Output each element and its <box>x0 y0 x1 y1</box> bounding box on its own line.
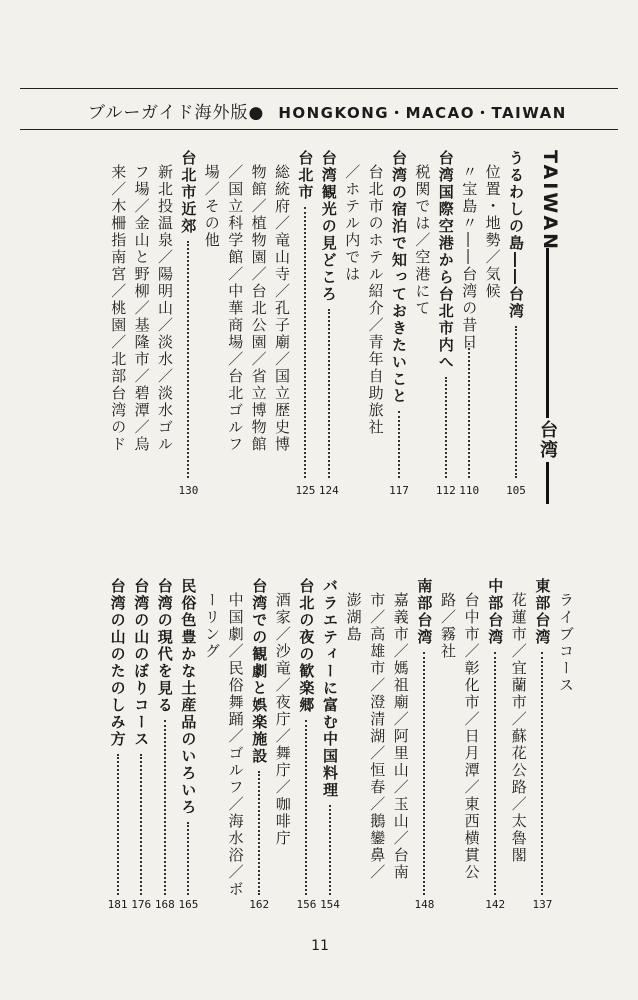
bullet-mark: ● <box>248 103 265 123</box>
toc-entry-heading: 台北市 <box>296 150 315 201</box>
toc-entry-heading: 台湾の現代を見る <box>155 578 174 714</box>
toc-entry-heading: 台北市近郊 <box>179 150 198 235</box>
leader-dots <box>468 343 470 478</box>
header-rule-top <box>20 88 618 89</box>
section-title-bar-lower <box>546 462 549 504</box>
toc-entry-heading: 台湾の山のぼりコース <box>132 578 151 748</box>
page-ref: 168 <box>154 898 175 911</box>
toc-entry-heading: 台湾観光の見どころ <box>319 150 338 303</box>
page-ref: 165 <box>178 898 199 911</box>
page-ref: 156 <box>296 898 317 911</box>
toc-entry-detail: ーリング <box>203 592 221 660</box>
toc-entry-detail: 新北投温泉／陽明山／淡水／淡水ゴル <box>156 164 174 453</box>
page-ref: 176 <box>131 898 152 911</box>
toc-entry-detail: 中国劇／民俗舞踊／ゴルフ／海水浴／ボ <box>226 592 245 898</box>
toc-entry-detail: ／ホテル内では <box>343 164 362 283</box>
leader-dots <box>445 377 447 478</box>
page-ref: 124 <box>318 484 339 497</box>
toc-entry-detail: 花蓮市／宜蘭市／蘇花公路／太魯閣 <box>509 592 528 864</box>
toc-entry-heading: 台湾の山のたのしみ方 <box>108 578 127 748</box>
page-ref: 142 <box>485 898 506 911</box>
toc-entry-detail: フ場／金山と野柳／基隆市／碧潭／烏 <box>132 164 151 453</box>
page-ref: 125 <box>295 484 316 497</box>
leader-dots <box>187 241 189 478</box>
toc-entry-detail: 路／霧社 <box>439 592 457 660</box>
toc-entry-heading: 民俗色豊かな土産品のいろいろ <box>179 578 198 816</box>
toc-entry-detail: 税関では／空港にて <box>413 164 432 317</box>
toc-entry-detail: 総統府／竜山寺／孔子廟／国立歴史博 <box>273 164 291 453</box>
toc-entry-heading: バラエティーに富む中国料理 <box>321 578 339 799</box>
toc-entry-heading: 台湾国際空港から台北市内へ <box>436 150 455 371</box>
leader-dots <box>328 309 330 478</box>
page-ref: 148 <box>414 898 435 911</box>
toc-entry-detail: ／国立科学館／中華商場／台北ゴルフ <box>226 164 245 453</box>
toc-entry-detail: 〃宝島〃――台湾の昔日 <box>460 164 479 351</box>
page-ref: 130 <box>178 484 199 497</box>
leader-dots <box>117 754 119 895</box>
leader-dots <box>187 822 189 895</box>
leader-dots <box>258 771 260 895</box>
toc-entry-detail: 嘉義市／媽祖廟／阿里山／玉山／台南 <box>391 592 410 881</box>
toc-entry-heading: 東部台湾 <box>533 578 552 646</box>
toc-entry-detail: 台北市のホテル紹介／青年自助旅社 <box>366 164 385 436</box>
running-header <box>88 98 567 123</box>
toc-entry-detail: 市／高雄市／澄清湖／恒春／鵝鑾鼻／ <box>368 592 387 881</box>
section-title-ja: 台湾 <box>537 420 558 460</box>
toc-entry-detail: 台中市／彰化市／日月潭／東西横貫公 <box>462 592 481 881</box>
section-title-en: TAIWAN <box>539 150 561 252</box>
toc-entry-heading: 台北の夜の歓楽郷 <box>297 578 316 714</box>
toc-entry-detail: 酒家／沙竜／夜庁／舞庁／咖啡庁 <box>273 592 292 847</box>
toc-entry-detail: 位置・地勢／気候 <box>483 164 502 300</box>
header-rule-bottom <box>20 129 618 130</box>
page-ref: 112 <box>435 484 456 497</box>
book-title: HONGKONG・MACAO・TAIWAN <box>278 104 567 122</box>
toc-entry-detail: 来／木柵指南宮／桃園／北部台湾のド <box>109 164 128 453</box>
series-name: ブルーガイド海外版 <box>88 103 249 123</box>
leader-dots <box>515 326 517 478</box>
leader-dots <box>140 754 142 895</box>
page-ref: 105 <box>506 484 526 497</box>
page-ref: 162 <box>249 898 270 911</box>
leader-dots <box>329 805 331 895</box>
toc-entry-detail: ライブコース <box>557 592 575 694</box>
page-ref: 117 <box>389 484 409 497</box>
leader-dots <box>423 652 425 895</box>
toc-entry-heading: 台湾での観劇と娯楽施設 <box>250 578 269 765</box>
toc-entry-detail: 物館／植物園／台北公園／省立博物館 <box>249 164 268 453</box>
leader-dots <box>164 720 166 895</box>
toc-entry-detail: 場／その他 <box>202 164 221 249</box>
toc-entry-heading: うるわしの島――台湾 <box>507 150 525 320</box>
toc-entry-heading: 中部台湾 <box>486 578 505 646</box>
toc-entry-heading: 南部台湾 <box>415 578 434 646</box>
leader-dots <box>541 652 543 895</box>
toc-entry-heading: 台湾の宿泊で知っておきたいこと <box>390 150 408 405</box>
page-number: 11 <box>311 938 329 954</box>
page-ref: 154 <box>320 898 340 911</box>
page-ref: 137 <box>532 898 553 911</box>
leader-dots <box>398 411 400 478</box>
leader-dots <box>494 652 496 895</box>
page-ref: 181 <box>107 898 128 911</box>
leader-dots <box>305 720 307 895</box>
page-ref: 110 <box>459 484 480 497</box>
section-title-bar <box>546 248 549 418</box>
leader-dots <box>304 207 306 478</box>
toc-entry-detail: 澎湖島 <box>344 592 363 643</box>
